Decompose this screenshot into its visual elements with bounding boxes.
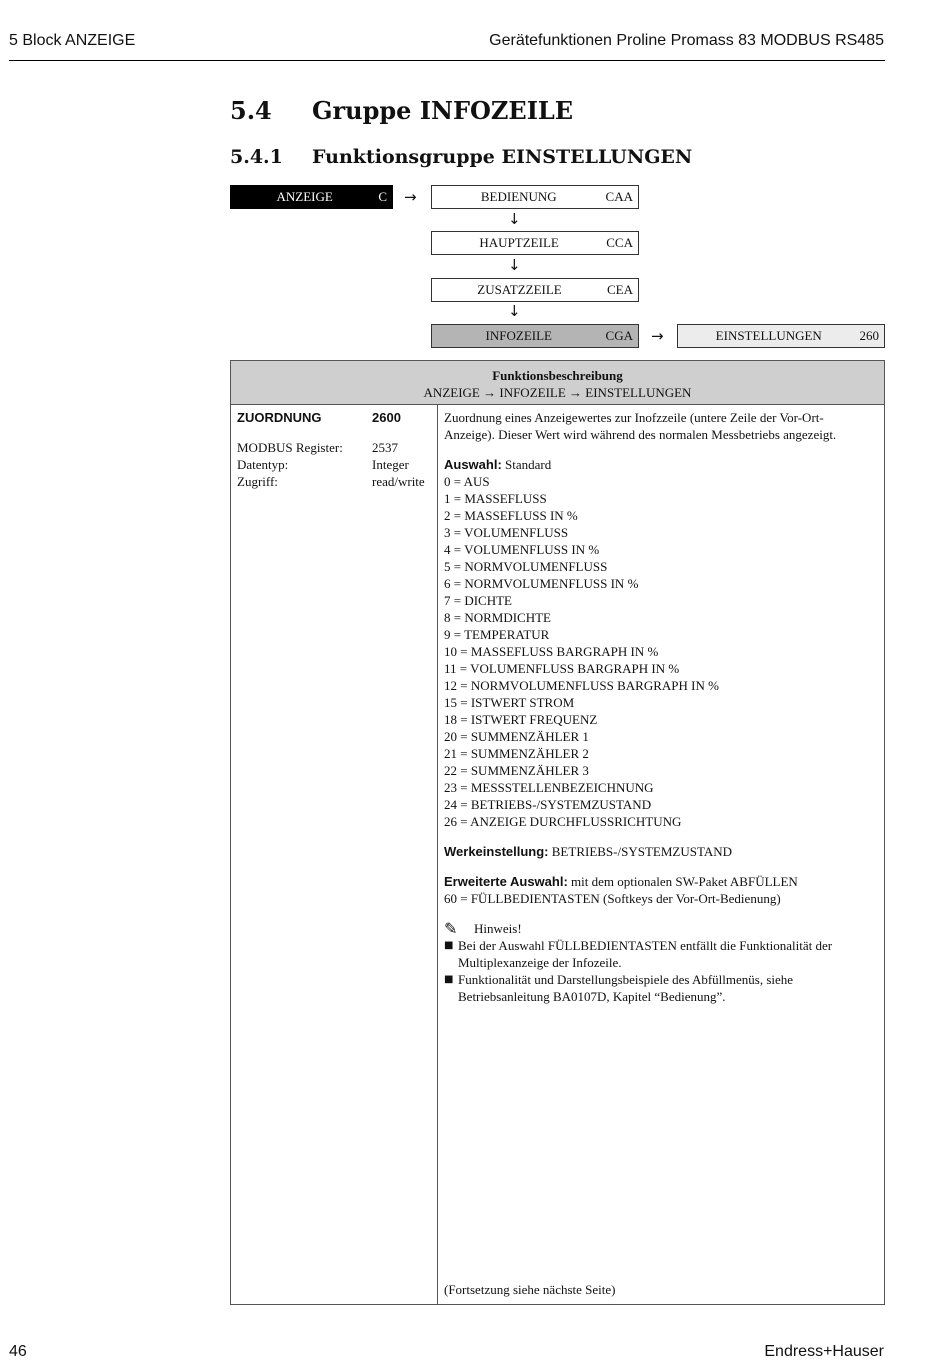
extended-option: 60 = FÜLLBEDIENTASTEN (Softkeys der Vor-Ort-Bedienung) bbox=[444, 891, 781, 906]
subsection-title: Funktionsgruppe EINSTELLUNGEN bbox=[312, 146, 693, 168]
running-header-title: Gerätefunktionen Proline Promass 83 MODBUS RS485 bbox=[489, 32, 884, 49]
note-item bbox=[444, 971, 874, 1005]
selection-option: 5 = NORMVOLUMENFLUSS bbox=[444, 559, 608, 574]
property-row bbox=[237, 456, 433, 473]
bullet-square-icon: ■ bbox=[444, 940, 454, 951]
property-key: MODBUS Register: bbox=[237, 440, 343, 455]
extended-selection bbox=[444, 873, 874, 890]
selection-option: 7 = DICHTE bbox=[444, 593, 512, 608]
arrow-down-icon: ↓ bbox=[508, 256, 521, 274]
selection-options-list bbox=[444, 473, 874, 830]
selection-option: 12 = NORMVOLUMENFLUSS BARGRAPH IN % bbox=[444, 678, 719, 693]
property-row bbox=[237, 473, 433, 490]
property-value: Integer bbox=[372, 457, 409, 472]
selection-option: 18 = ISTWERT FREQUENZ bbox=[444, 712, 598, 727]
subsection-number: 5.4.1 bbox=[230, 146, 283, 168]
header-divider bbox=[9, 60, 885, 61]
nav-group-infozeile bbox=[431, 324, 639, 348]
nav-group-hauptzeile bbox=[431, 231, 639, 255]
property-value: read/write bbox=[372, 474, 425, 489]
pencil-icon: ✎ bbox=[444, 919, 458, 938]
selection-option: 2 = MASSEFLUSS IN % bbox=[444, 508, 578, 523]
nav-block-label: ANZEIGE bbox=[276, 189, 333, 204]
selection-option: 1 = MASSEFLUSS bbox=[444, 491, 547, 506]
factory-setting-label: Werkeinstellung: bbox=[444, 844, 549, 859]
arrow-down-icon: ↓ bbox=[508, 210, 521, 228]
selection-label: Auswahl: bbox=[444, 457, 502, 472]
note-label: Hinweis! bbox=[474, 921, 522, 936]
nav-group-label: BEDIENUNG bbox=[480, 189, 557, 204]
function-description: Zuordnung eines Anzeigewertes zur Inofzzeile (untere Zeile der Vor-Ort-Anzeige). Dieser Wert wird während des normalen Messbetriebs angezeigt. bbox=[444, 410, 837, 442]
function-name: ZUORDNUNG bbox=[237, 410, 322, 425]
nav-block-anzeige bbox=[230, 185, 393, 209]
selection-option: 4 = VOLUMENFLUSS IN % bbox=[444, 542, 600, 557]
property-key: Zugriff: bbox=[237, 474, 278, 489]
selection-value: Standard bbox=[505, 457, 552, 472]
selection-heading bbox=[444, 456, 874, 473]
selection-option: 15 = ISTWERT STROM bbox=[444, 695, 575, 710]
note-heading bbox=[444, 920, 874, 937]
nav-function-group-einstellungen bbox=[677, 324, 885, 348]
function-info-column bbox=[237, 409, 433, 490]
table-path: ANZEIGE → INFOZEILE → EINSTELLUNGEN bbox=[423, 385, 692, 400]
selection-option: 23 = MESSSTELLENBEZEICHNUNG bbox=[444, 780, 654, 795]
nav-group-bedienung bbox=[431, 185, 639, 209]
nav-group-zusatzzeile bbox=[431, 278, 639, 302]
nav-group-code: CEA bbox=[607, 282, 633, 297]
selection-option: 9 = TEMPERATUR bbox=[444, 627, 550, 642]
arrow-down-icon: ↓ bbox=[508, 302, 521, 320]
table-header bbox=[231, 361, 884, 405]
table-title: Funktionsbeschreibung bbox=[492, 368, 623, 383]
selection-option: 21 = SUMMENZÄHLER 2 bbox=[444, 746, 589, 761]
factory-setting bbox=[444, 843, 874, 860]
selection-option: 24 = BETRIEBS-/SYSTEMZUSTAND bbox=[444, 797, 652, 812]
column-divider bbox=[437, 405, 438, 1304]
nav-group-code: CAA bbox=[605, 189, 633, 204]
section-heading bbox=[230, 96, 573, 125]
page-number: 46 bbox=[9, 1343, 27, 1360]
nav-function-group-code: 260 bbox=[859, 328, 879, 343]
nav-group-code: CCA bbox=[606, 235, 633, 250]
nav-group-label: ZUSATZZEILE bbox=[477, 282, 562, 297]
nav-group-label: HAUPTZEILE bbox=[479, 235, 559, 250]
factory-setting-value: BETRIEBS-/SYSTEMZUSTAND bbox=[551, 844, 733, 859]
running-header-chapter: 5 Block ANZEIGE bbox=[9, 32, 136, 49]
continuation-note: (Fortsetzung siehe nächste Seite) bbox=[444, 1282, 616, 1297]
note-item bbox=[444, 937, 874, 971]
selection-option: 0 = AUS bbox=[444, 474, 490, 489]
note-text: Bei der Auswahl FÜLLBEDIENTASTEN entfällt die Funktionalität der Multiplexanzeige der Infozeile. bbox=[458, 938, 833, 970]
function-name-row bbox=[237, 409, 433, 426]
section-title: Gruppe INFOZEILE bbox=[312, 96, 574, 125]
description-column bbox=[444, 409, 874, 1005]
nav-block-code: C bbox=[378, 189, 387, 204]
selection-option: 3 = VOLUMENFLUSS bbox=[444, 525, 569, 540]
property-key: Datentyp: bbox=[237, 457, 289, 472]
selection-option: 26 = ANZEIGE DURCHFLUSSRICHTUNG bbox=[444, 814, 682, 829]
selection-option: 11 = VOLUMENFLUSS BARGRAPH IN % bbox=[444, 661, 680, 676]
arrow-right-icon: → bbox=[404, 188, 417, 206]
selection-option: 8 = NORMDICHTE bbox=[444, 610, 551, 625]
nav-group-label: INFOZEILE bbox=[485, 328, 552, 343]
selection-option: 6 = NORMVOLUMENFLUSS IN % bbox=[444, 576, 639, 591]
subsection-heading bbox=[230, 146, 692, 168]
selection-option: 10 = MASSEFLUSS BARGRAPH IN % bbox=[444, 644, 659, 659]
nav-function-group-label: EINSTELLUNGEN bbox=[715, 328, 822, 343]
note-text: Funktionalität und Darstellungsbeispiele des Abfüllmenüs, siehe Betriebsanleitung BA0107D, Kapitel “Bedienung”. bbox=[458, 972, 794, 1004]
brand-logo-text: Endress+Hauser bbox=[764, 1343, 884, 1360]
bullet-square-icon: ■ bbox=[444, 974, 454, 985]
nav-group-code: CGA bbox=[605, 328, 633, 343]
selection-option: 22 = SUMMENZÄHLER 3 bbox=[444, 763, 589, 778]
arrow-right-icon: → bbox=[651, 327, 664, 345]
section-number: 5.4 bbox=[230, 96, 272, 125]
extended-selection-value: mit dem optionalen SW-Paket ABFÜLLEN bbox=[571, 874, 798, 889]
function-code: 2600 bbox=[372, 410, 401, 425]
property-value: 2537 bbox=[372, 440, 398, 455]
property-row bbox=[237, 439, 433, 456]
selection-option: 20 = SUMMENZÄHLER 1 bbox=[444, 729, 589, 744]
extended-selection-label: Erweiterte Auswahl: bbox=[444, 874, 568, 889]
function-description-table bbox=[230, 360, 885, 1305]
